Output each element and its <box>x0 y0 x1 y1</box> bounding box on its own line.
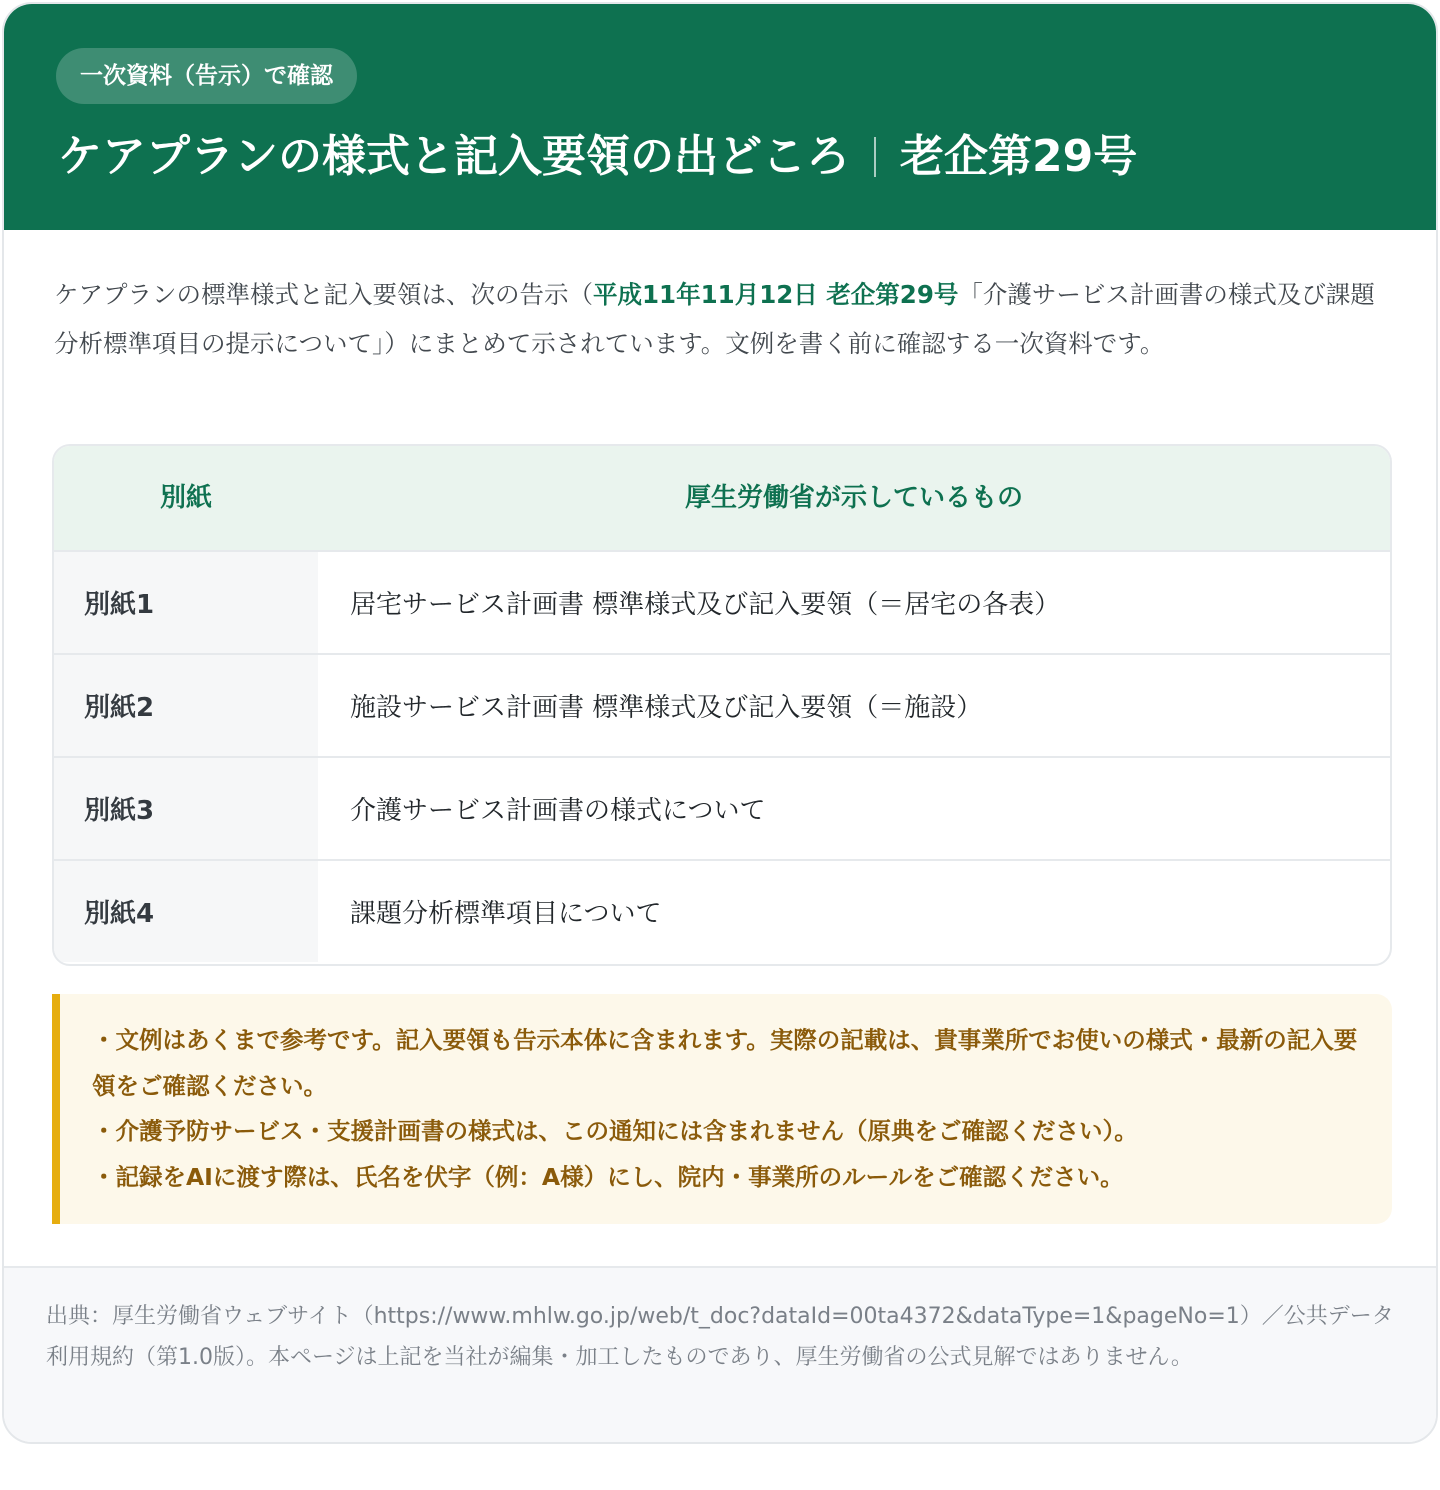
page-title <box>58 122 1137 192</box>
title-divider <box>874 137 876 177</box>
table-row <box>54 756 1390 859</box>
table-cell-content: 課題分析標準項目について <box>350 899 662 929</box>
source-citation: 出典：厚生労働省ウェブサイト（https://www.mhlw.go.jp/web/t_doc?dataId=00ta4372&dataType=1&pageNo=1）／公共データ利用規約（第1.0版）。本ページは上記を当社が編集・加工したものであり、厚生労働省の公式見解ではありません。 <box>46 1304 1394 1370</box>
page-title-sub: 老企第29号 <box>900 131 1138 182</box>
table-cell-content: 居宅サービス計画書 標準様式及び記入要領（＝居宅の各表） <box>350 590 1061 620</box>
table-cell-content: 施設サービス計画書 標準様式及び記入要領（＝施設） <box>350 693 983 723</box>
table-row <box>54 859 1390 962</box>
intro-text-after: 「介護サービス計画書の様式及び課題分析標準項目の提示について」）にまとめて示されています。文例を書く前に確認する一次資料です。 <box>54 280 1375 358</box>
page-title-main: ケアプランの様式と記入要領の出どころ <box>58 131 850 182</box>
table-cell-appendix: 別紙3 <box>54 758 318 859</box>
table-header-content: 厚生労働省が示しているもの <box>684 483 1023 513</box>
source-card <box>2 2 1438 1444</box>
intro-paragraph <box>54 270 1394 368</box>
table-cell-appendix: 別紙2 <box>54 655 318 756</box>
table-cell-content: 介護サービス計画書の様式について <box>350 796 766 826</box>
table-row <box>54 550 1390 653</box>
table-header-row <box>54 446 1390 550</box>
intro-notice-id: 平成11年11月12日 老企第29号 <box>593 280 959 309</box>
table-cell-appendix: 別紙1 <box>54 552 318 653</box>
caution-note <box>52 994 1392 1224</box>
table-cell-appendix: 別紙4 <box>54 861 318 962</box>
table-row <box>54 653 1390 756</box>
caution-item: ・文例はあくまで参考です。記入要領も告示本体に含まれます。実際の記載は、貴事業所でお使いの様式・最新の記入要領をご確認ください。 <box>92 1026 1358 1100</box>
appendix-table <box>52 444 1392 966</box>
caution-item: ・記録をAIに渡す際は、氏名を伏字（例：A様）にし、院内・事業所のルールをご確認ください。 <box>92 1162 1124 1191</box>
caution-item: ・介護予防サービス・支援計画書の様式は、この通知には含まれません（原典をご確認ください）。 <box>92 1117 1138 1145</box>
source-footer <box>4 1266 1436 1444</box>
card-header <box>4 4 1436 230</box>
intro-text-before: ケアプランの標準様式と記入要領は、次の告示（ <box>54 280 593 309</box>
table-header-appendix: 別紙 <box>159 483 212 513</box>
source-badge: 一次資料（告示）で確認 <box>56 48 357 104</box>
